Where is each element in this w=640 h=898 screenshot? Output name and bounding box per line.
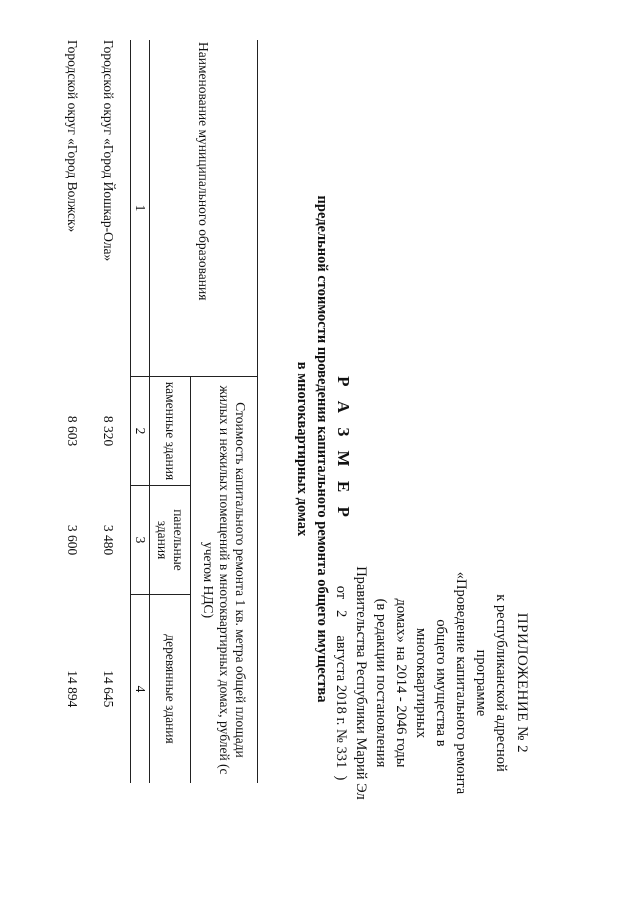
document-subtitle-line-1: предельной стоимости проведения капитального ремонта общего имущества — [314, 195, 330, 703]
document-subtitle-line-2: в многоквартирных домах — [294, 361, 310, 537]
appendix-line: «Проведение капитального ремонта — [453, 571, 469, 795]
appendix-date-line: от 2 августа 2018 г. № 331 ) — [333, 585, 349, 781]
table-row — [62, 40, 98, 783]
cost-table — [62, 40, 258, 783]
column-number: 1 — [131, 40, 150, 377]
column-number: 4 — [131, 595, 150, 784]
cell-wood: 14 645 — [101, 670, 116, 708]
cell-municipality: Городской округ «Город Волжск» — [65, 40, 80, 233]
cell-panel: 3 480 — [101, 524, 116, 556]
cell-panel: 3 600 — [65, 524, 80, 556]
subheader-panel: панельные здания — [150, 486, 191, 595]
document-title: Р А З М Е Р — [334, 376, 353, 522]
column-header-name: Наименование муниципального образования — [150, 40, 258, 377]
cell-stone: 8 603 — [65, 415, 80, 447]
cell-stone: 8 320 — [101, 415, 116, 447]
column-number: 2 — [131, 377, 150, 486]
appendix-block — [331, 563, 532, 803]
appendix-line: (в редакции постановления — [373, 598, 389, 768]
cell-wood: 14 894 — [65, 670, 80, 708]
column-header-cost: Стоимость капитального ремонта 1 кв. метра общей площади жилых и нежилых помещений в многоквартирных домах, рублей (с учетом НДС) — [191, 377, 258, 784]
table-row — [98, 40, 131, 783]
column-number: 3 — [131, 486, 150, 595]
appendix-line: к республиканской адресной программе — [473, 594, 509, 772]
cell-municipality: Городской округ «Город Йошкар-Ола» — [101, 40, 116, 262]
appendix-line: домах» на 2014 - 2046 годы — [393, 598, 409, 768]
subheader-stone: каменные здания — [150, 377, 191, 486]
appendix-line: общего имущества в многоквартирных — [413, 619, 449, 747]
cost-table-wrapper — [62, 40, 258, 783]
subheader-wood: деревянные здания — [150, 595, 191, 784]
appendix-line: Правительства Республики Марий Эл — [353, 566, 369, 800]
appendix-title: ПРИЛОЖЕНИЕ № 2 — [514, 612, 530, 754]
